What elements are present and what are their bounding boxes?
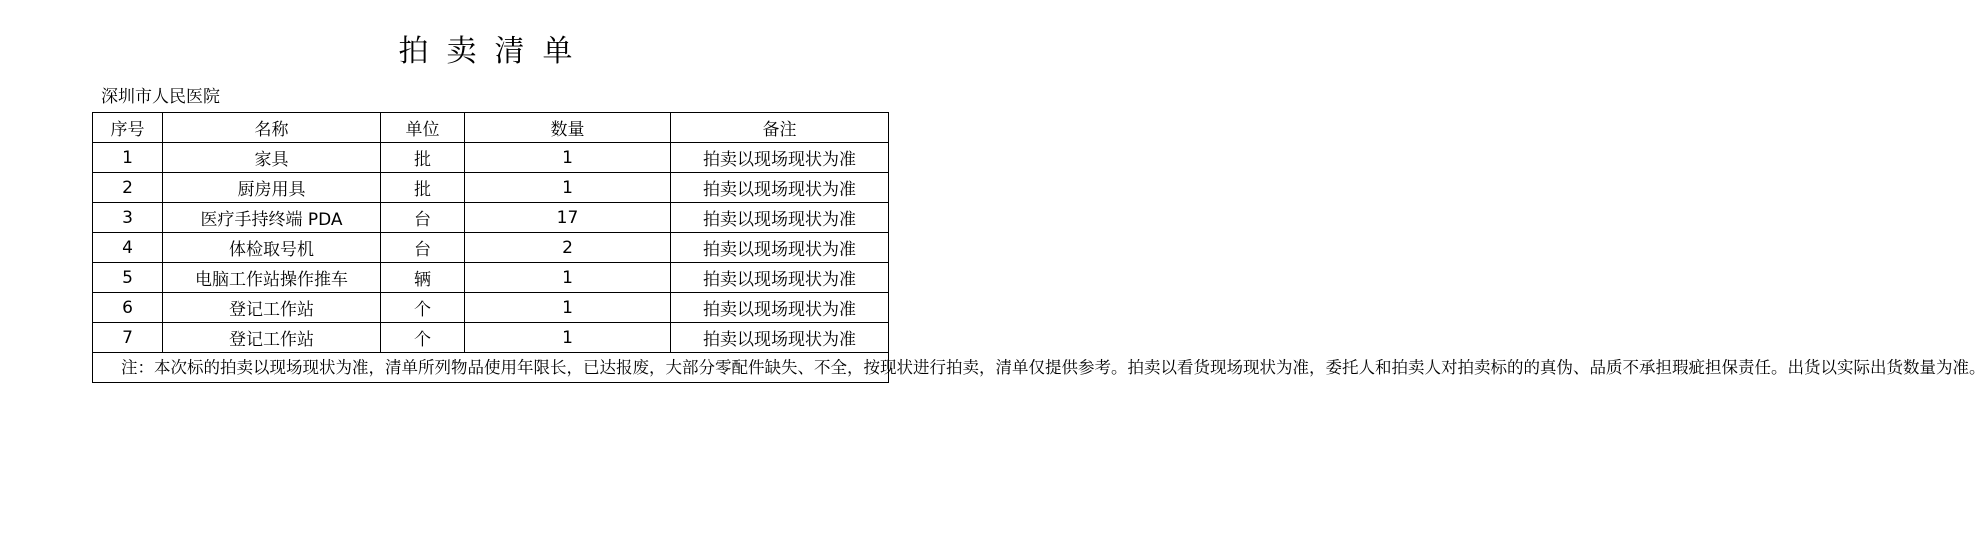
cell-unit: 辆 (381, 263, 465, 293)
header-quantity: 数量 (465, 113, 671, 143)
cell-unit: 个 (381, 293, 465, 323)
cell-no: 2 (93, 173, 163, 203)
cell-quantity: 17 (465, 203, 671, 233)
cell-no: 5 (93, 263, 163, 293)
auction-list-table (92, 112, 1986, 383)
header-unit: 单位 (381, 113, 465, 143)
header-no: 序号 (93, 113, 163, 143)
table-row (93, 263, 889, 293)
cell-name: 登记工作站 (163, 293, 381, 323)
cell-unit: 批 (381, 143, 465, 173)
cell-quantity: 1 (465, 293, 671, 323)
cell-remark: 拍卖以现场现状为准 (671, 263, 889, 293)
table-header-row (93, 113, 889, 143)
header-remark: 备注 (671, 113, 889, 143)
cell-unit: 批 (381, 173, 465, 203)
cell-no: 1 (93, 143, 163, 173)
header-name: 名称 (163, 113, 381, 143)
cell-no: 4 (93, 233, 163, 263)
cell-no: 7 (93, 323, 163, 353)
cell-name: 医疗手持终端 PDA (163, 203, 381, 233)
cell-name: 家具 (163, 143, 381, 173)
cell-name: 厨房用具 (163, 173, 381, 203)
cell-remark: 拍卖以现场现状为准 (671, 323, 889, 353)
cell-quantity: 1 (465, 263, 671, 293)
table-row (93, 203, 889, 233)
cell-quantity: 2 (465, 233, 671, 263)
table-row (93, 143, 889, 173)
organization-name: 深圳市人民医院 (101, 87, 220, 107)
table-row (93, 323, 889, 353)
cell-quantity: 1 (465, 173, 671, 203)
note-cell (93, 353, 1986, 383)
document-title: 拍卖清单 (398, 34, 591, 69)
cell-name: 登记工作站 (163, 323, 381, 353)
table-row (93, 293, 889, 323)
cell-unit: 个 (381, 323, 465, 353)
cell-unit: 台 (381, 233, 465, 263)
cell-remark: 拍卖以现场现状为准 (671, 203, 889, 233)
cell-name: 体检取号机 (163, 233, 381, 263)
cell-remark: 拍卖以现场现状为准 (671, 173, 889, 203)
cell-no: 3 (93, 203, 163, 233)
note-row (93, 353, 889, 383)
cell-remark: 拍卖以现场现状为准 (671, 143, 889, 173)
cell-quantity: 1 (465, 323, 671, 353)
table-row (93, 233, 889, 263)
table-row (93, 173, 889, 203)
cell-remark: 拍卖以现场现状为准 (671, 233, 889, 263)
cell-name: 电脑工作站操作推车 (163, 263, 381, 293)
cell-remark: 拍卖以现场现状为准 (671, 293, 889, 323)
cell-no: 6 (93, 293, 163, 323)
cell-quantity: 1 (465, 143, 671, 173)
disclaimer-note: 注：本次标的拍卖以现场现状为准，清单所列物品使用年限长，已达报废，大部分零配件缺失、不全，按现状进行拍卖，清单仅提供参考。拍卖以看货现场现状为准，委托人和拍卖人对拍卖标的的真伪、品质不承担瑕疵担保责任。出货以实际出货数量为准。 (121, 358, 1986, 377)
cell-unit: 台 (381, 203, 465, 233)
